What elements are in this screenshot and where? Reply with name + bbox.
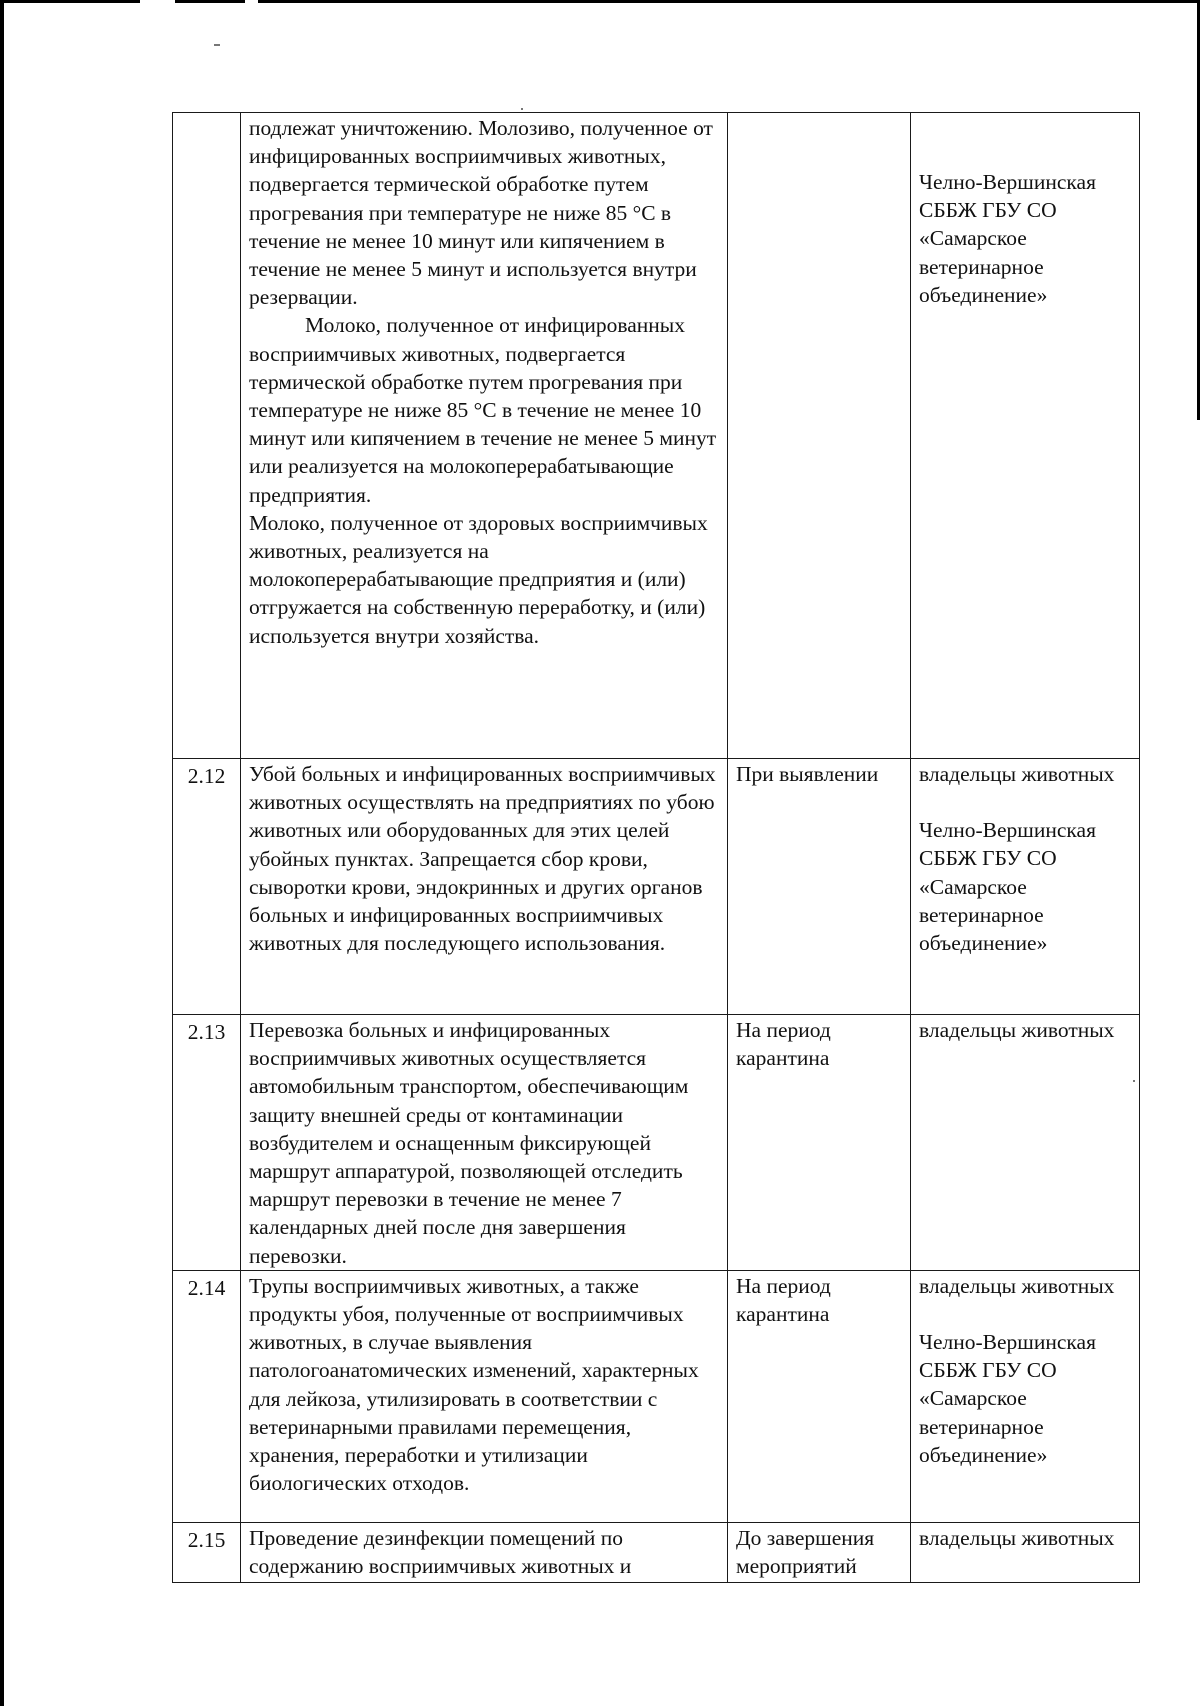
term-cell: На период карантина	[728, 1015, 911, 1271]
item-number: 2.12	[173, 759, 241, 1015]
scan-edge-top	[175, 0, 245, 3]
responsible-text: владельцы животных	[919, 1273, 1115, 1298]
item-number: 2.14	[173, 1270, 241, 1522]
responsible-cell	[911, 113, 1140, 759]
measure-text: подлежат уничтожению. Молозиво, полученное от инфицированных восприимчивых животных, подвергается термической обработке путем прогревания при температуре не ниже 85 °С в течение не менее 10 минут или кипячением в течение не менее 5 минут и используется внутри резервации.	[249, 116, 713, 310]
scan-speck	[521, 108, 523, 110]
measure-text: Трупы восприимчивых животных, а также продукты убоя, полученные от восприимчивых животных, в случае выявления патологоанатомических изменений, характерных для лейкоза, утилизировать в соответствии с ветеринарными правилами перемещения, хранения, переработки и утилизации биологических отходов.	[249, 1273, 699, 1496]
term-cell: На период карантина	[728, 1270, 911, 1522]
responsible-cell	[911, 1270, 1140, 1522]
responsible-cell	[911, 759, 1140, 1015]
table-row	[173, 1270, 1140, 1522]
scan-edge-top	[258, 0, 1200, 3]
item-number: 2.13	[173, 1015, 241, 1271]
measure-text: Перевозка больных и инфицированных восприимчивых животных осуществляется автомобильным транспортом, обеспечивающим защиту внешней среды от контаминации возбудителем и оснащенным фиксирующей маршрут аппаратурой, позволяющей отследить маршрут перевозки в течение не менее 7 календарных дней после дня завершения перевозки.	[249, 1018, 689, 1268]
term-cell	[728, 113, 911, 759]
measure-cell	[241, 759, 728, 1015]
item-number	[173, 113, 241, 759]
scan-speck	[214, 44, 220, 46]
responsible-text: Челно-Вершинская СББЖ ГБУ СО «Самарское ветеринарное объединение»	[919, 1330, 1096, 1467]
responsible-text: владельцы животных	[919, 762, 1115, 786]
measure-text: Проведение дезинфекции помещений по содержанию восприимчивых животных и	[249, 1525, 632, 1579]
measure-text: Молоко, полученное от здоровых восприимчивых животных, реализуется на молокоперерабатывающие предприятия и (или) отгружается на собственную переработку, и (или) используется внутри хозяйства.	[249, 510, 708, 648]
responsible-cell	[911, 1522, 1140, 1582]
scan-edge-left	[0, 0, 4, 1706]
term-cell: При выявлении	[728, 759, 911, 1015]
measure-text: Убой больных и инфицированных восприимчивых животных осуществлять на предприятиях по убою животных или оборудованных для этих целей убойных пунктах. Запрещается сбор крови, сыворотки крови, эндокринных и других органов больных и инфицированных восприимчивых животных для последующего использования.	[249, 762, 716, 956]
responsible-cell	[911, 1015, 1140, 1271]
responsible-text: владельцы животных	[919, 1525, 1115, 1550]
table-row	[173, 759, 1140, 1015]
table-row	[173, 113, 1140, 759]
term-cell: До завершения мероприятий	[728, 1522, 911, 1582]
responsible-text: Челно-Вершинская СББЖ ГБУ СО «Самарское ветеринарное объединение»	[919, 818, 1096, 956]
responsible-text: владельцы животных	[919, 1018, 1115, 1042]
item-number: 2.15	[173, 1522, 241, 1582]
measure-cell	[241, 1015, 728, 1271]
responsible-text: Челно-Вершинская СББЖ ГБУ СО «Самарское ветеринарное объединение»	[919, 170, 1096, 307]
measure-text: Молоко, полученное от инфицированных восприимчивых животных, подвергается термической обработке путем прогревания при температуре не ниже 85 °С в течение не менее 10 минут или кипячением в течение не менее 5 минут или реализуется на молокоперерабатывающие предприятия.	[249, 313, 717, 507]
table-row	[173, 1522, 1140, 1582]
measures-table	[172, 112, 1140, 1583]
measure-cell	[241, 1270, 728, 1522]
measure-cell	[241, 113, 728, 759]
table-row	[173, 1015, 1140, 1271]
measure-cell	[241, 1522, 728, 1582]
scan-edge-top	[0, 0, 140, 3]
